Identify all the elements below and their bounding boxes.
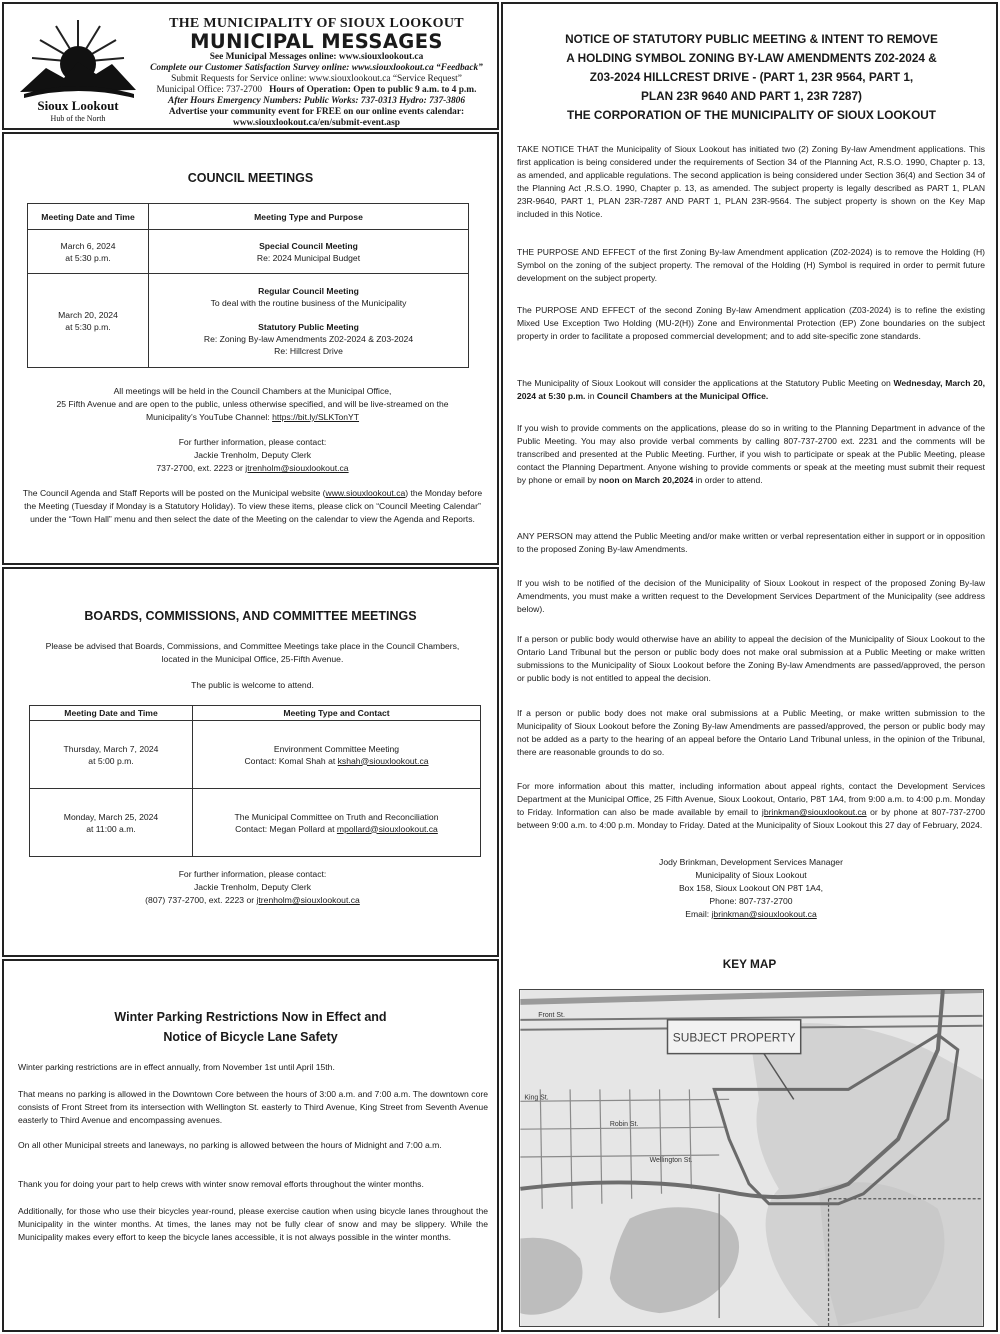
column-header-type: Meeting Type and Purpose	[149, 204, 469, 230]
masthead-title: MUNICIPAL MESSAGES	[190, 30, 443, 53]
winter-parking-section	[2, 959, 499, 1332]
boards-contact-block: For further information, please contact: Jackie Trenholm, Deputy Clerk (807) 737-2700, ext. 2223 or jtrenholm@siouxlookout.ca	[145, 869, 360, 905]
table-row	[28, 274, 469, 368]
boards-meetings-section	[2, 567, 499, 957]
winter-para-5: Additionally, for those who use their bicycles year-round, please exercise caution when using bicycle lanes throughout the Municipality in the winter months. At times, the lanes may not be fully clear of snow and may be slippery. While the Municipality makes every effort to keep the bicycle lanes accessible, it is not always possible in the winter months.	[18, 1206, 488, 1242]
boards-welcome-text: The public is welcome to attend.	[191, 680, 314, 690]
council-meetings-section	[2, 132, 499, 565]
street-label-wellington: Wellington St.	[649, 1156, 693, 1164]
boards-intro-text: Please be advised that Boards, Commissions, and Committee Meetings take place in the Council Chambers, located in the Municipal Office, 25-Fifth Avenue.	[45, 641, 460, 664]
masthead-online-line: See Municipal Messages online: www.siouxlookout.ca	[209, 52, 424, 62]
key-map	[519, 989, 984, 1327]
council-meetings-title: COUNCIL MEETINGS	[187, 171, 314, 185]
notice-para-any-person: ANY PERSON may attend the Public Meeting and/or make written or verbal representation either in support or in opposition to the proposed Zoning By-law Amendments.	[517, 531, 985, 554]
notice-para-take-notice: TAKE NOTICE THAT the Municipality of Sioux Lookout has initiated two (2) Zoning By-law Amendment applications. This first application is being considered under the requirements of Section 34 of the Planning Act, R.S.O. 1990, Chapter p. 13, as amended, and applicable regulations. The second application is being considered under Section 36(4) and Section 34 of the Planning Act ,R.S.O. 1990, Chapter p. 13, as amended. The subject property is legally described as PART 1, PLAN 23R-9640, PART 1, PLAN 23R-7287 AND PART 1, PLAN 23R-9564. The subject property is shown on the Key Map included in this Notice.	[517, 144, 985, 219]
winter-para-2: That means no parking is allowed in the Downtown Core between the hours of 3:00 a.m. and 7:00 a.m. The downtown core consists of Front Street from its intersection with Wellington St. easterly to Third Avenue, King Street from Seventh Avenue easterly to Third Avenue and encompassing avenues.	[18, 1089, 488, 1125]
street-label-front: Front St.	[538, 1011, 565, 1019]
meeting-type-cell: Regular Council Meeting To deal with the routine business of the Municipality Statutory Public Meeting Re: Zoning By-law Amendments Z02-2024 & Z03-2024 Re: Hillcrest Drive	[149, 274, 469, 368]
website-link[interactable]: www.siouxlookout.ca	[325, 488, 406, 498]
key-map-title: KEY MAP	[722, 957, 777, 971]
notice-title: NOTICE OF STATUTORY PUBLIC MEETING & INTENT TO REMOVE A HOLDING SYMBOL ZONING BY-LAW AMENDMENTS Z02-2024 & Z03-2024 HILLCREST DRIVE - (PART 1, 23R 9564, PART 1, PLAN 23R 9640 AND PART 1, 23R 7287) THE CORPORATION OF THE MUNICIPALITY OF SIOUX LOOKOUT	[565, 32, 938, 122]
contact-email-link[interactable]: kshah@siouxlookout.ca	[337, 755, 429, 766]
meeting-date-cell: Monday, March 25, 2024 at 11:00 a.m.	[30, 789, 193, 857]
subject-property-label: SUBJECT PROPERTY	[672, 1030, 796, 1045]
masthead-office-line: Municipal Office: 737-2700 Hours of Operation: Open to public 9 a.m. to 4 p.m.	[156, 85, 477, 95]
table-row	[30, 721, 481, 789]
winter-para-3: On all other Municipal streets and laneways, no parking is allowed between the hours of Midnight and 7:00 a.m.	[18, 1140, 442, 1150]
notice-para-appeal-2: If a person or public body does not make oral submissions at a Public Meeting, or make written submission to the Municipality of Sioux Lookout before the Zoning By-law Amendments are passed/approved, the person or public body may not be added as a party to the hearing of an appeal before the Ontario Land Tribunal unless, in the opinion of the Tribunal, there are reasonable grounds to do so.	[517, 708, 985, 757]
meeting-type-cell: Environment Committee Meeting Contact: Komal Shah at kshah@siouxlookout.ca	[193, 721, 481, 789]
boards-meetings-title: BOARDS, COMMISSIONS, AND COMMITTEE MEETINGS	[84, 609, 417, 623]
svg-text:Sioux Lookout: Sioux Lookout	[37, 98, 119, 113]
winter-para-1: Winter parking restrictions are in effect annually, from November 1st until April 15th.	[18, 1062, 335, 1072]
zoning-notice-section	[501, 2, 998, 1332]
contact-email-link[interactable]: mpollard@siouxlookout.ca	[336, 823, 438, 834]
sioux-lookout-logo	[16, 12, 141, 124]
masthead-requests-line: Submit Requests for Service online: www.siouxlookout.ca “Service Request”	[171, 74, 462, 84]
table-row	[30, 789, 481, 857]
masthead-emergency-line: After Hours Emergency Numbers: Public Works: 737-0313 Hydro: 737-3806	[167, 96, 466, 106]
notice-para-meeting: The Municipality of Sioux Lookout will consider the applications at the Statutory Public Meeting on Wednesday, March 20, 2024 at 5:30 p.m. in Council Chambers at the Municipal Office.	[517, 378, 985, 401]
notice-para-comments: If you wish to provide comments on the applications, please do so in writing to the Planning Department in advance of the Public Meeting. You may also provide verbal comments by calling 807-737-2700 ext. 2231 and the comments will be transcribed and presented at the Public Meeting. Further, if you wish to participate or speak at the Public Meeting, please contact the Planning Department. Anyone wishing to provide comments or speak at the meeting must submit their request by phone or email by noon on March 20,2024 in order to attend.	[517, 423, 985, 485]
column-header-date: Meeting Date and Time	[28, 204, 149, 230]
meeting-type-cell: Special Council Meeting Re: 2024 Municipal Budget	[149, 230, 469, 274]
winter-para-4: Thank you for doing your part to help crews with winter snow removal efforts throughout the winter months.	[18, 1179, 424, 1189]
notice-para-purpose-1: THE PURPOSE AND EFFECT of the first Zoning By-law Amendment application (Z02-2024) is to remove the Holding (H) Symbol on the zoning of the subject property. The removal of the Holding (H) Symbol is required in order to permit future development on the subject property.	[517, 247, 985, 283]
council-meetings-table	[27, 203, 469, 368]
contact-email-link[interactable]: jtrenholm@siouxlookout.ca	[245, 463, 349, 473]
meeting-date-cell: Thursday, March 7, 2024 at 5:00 p.m.	[30, 721, 193, 789]
email-link[interactable]: jbrinkman@siouxlookout.ca	[761, 807, 867, 817]
council-agenda-text: The Council Agenda and Staff Reports will be posted on the Municipal website (www.siouxlookout.ca) the Monday before the Meeting (Tuesday if Monday is a Statutory Holiday). To view these items, please click on “Council Meeting Calendar” under the “Town Hall” menu and then select the date of the Meeting on the calendar to view the Agenda and Reports.	[22, 488, 483, 524]
notice-para-appeal-1: If a person or public body would otherwise have an ability to appeal the decision of the Municipality of Sioux Lookout to the Ontario Land Tribunal but the person or public body does not make oral submission at a Public Meeting or make written submissions to the Municipality of Sioux Lookout before the Zoning By-law Amendments are passed/approved, the person or public body is not entitled to appeal the decision.	[517, 634, 985, 683]
signature-block: Jody Brinkman, Development Services Manager Municipality of Sioux Lookout Box 158, Sioux Lookout ON P8T 1A4, Phone: 807-737-2700 Email: jbrinkman@siouxlookout.ca	[659, 857, 843, 919]
council-contact-block: For further information, please contact: Jackie Trenholm, Deputy Clerk 737-2700, ext. 2223 or jtrenholm@siouxlookout.ca	[156, 437, 349, 473]
notice-para-more-info: For more information about this matter, including information about appeal rights, contact the Development Services Department at the Municipal Office, 25 Fifth Avenue, Sioux Lookout, Ontario, P8T 1A4, from 9:00 a.m. to 4:00 p.m. Monday to Friday. Information can also be made available by email to jbrinkman@siouxlookout.ca or by phone at 807-737-2700 between 9:00 a.m. to 4:00 p.m. Monday to Friday. Dated at the Municipality of Sioux Lookout this 27 day of February, 2024.	[517, 781, 985, 830]
table-header-row	[30, 706, 481, 721]
council-location-text: All meetings will be held in the Council Chambers at the Municipal Office, 25 Fifth Avenue and are open to the public, unless otherwise specified, and will be live-streamed on the Municipality’s YouTube Channel: https://bit.ly/SLKTonYT	[56, 386, 449, 422]
street-label-king: King St.	[524, 1094, 549, 1102]
street-label-robin: Robin St.	[609, 1121, 639, 1129]
masthead-events-line: Advertise your community event for FREE on our online events calendar:	[168, 107, 465, 117]
masthead-events-link[interactable]: www.siouxlookout.ca/en/submit-event.asp	[233, 118, 400, 128]
meeting-type-cell: The Municipal Committee on Truth and Reconciliation Contact: Megan Pollard at mpollard@siouxlookout.ca	[193, 789, 481, 857]
meeting-date-cell: March 6, 2024 at 5:30 p.m.	[28, 230, 149, 274]
column-header-date: Meeting Date and Time	[30, 706, 193, 721]
table-row	[28, 230, 469, 274]
notice-para-notified: If you wish to be notified of the decision of the Municipality of Sioux Lookout in respect of the proposed Zoning By-law Amendments, you must make a written request to the Development Services Department of the Municipality (see address below).	[517, 578, 985, 614]
masthead-survey-line: Complete our Customer Satisfaction Survey online: www.siouxlookout.ca “Feedback”	[150, 63, 483, 73]
boards-meetings-table	[29, 705, 481, 857]
notice-para-purpose-2: The PURPOSE AND EFFECT of the second Zoning By-law Amendment application (Z03-2024) is to refine the existing Mixed Use Exception Two Holding (MU-2(H)) Zone and Environmental Protection (EP) Zone boundaries on the subject property in order to facilitate a proposed commercial development; and to add site-specific zone standards.	[517, 305, 985, 341]
masthead-municipality: THE MUNICIPALITY OF SIOUX LOOKOUT	[169, 16, 464, 31]
table-header-row	[28, 204, 469, 230]
email-link[interactable]: jbrinkman@siouxlookout.ca	[711, 909, 817, 919]
meeting-date-cell: March 20, 2024 at 5:30 p.m.	[28, 274, 149, 368]
svg-text:Hub of the North: Hub of the North	[50, 114, 106, 123]
youtube-link[interactable]: https://bit.ly/SLKTonYT	[272, 412, 360, 422]
masthead	[2, 2, 499, 130]
winter-parking-title: Winter Parking Restrictions Now in Effect and Notice of Bicycle Lane Safety	[114, 1010, 387, 1044]
column-header-type: Meeting Type and Contact	[193, 706, 481, 721]
contact-email-link[interactable]: jtrenholm@siouxlookout.ca	[256, 895, 360, 905]
